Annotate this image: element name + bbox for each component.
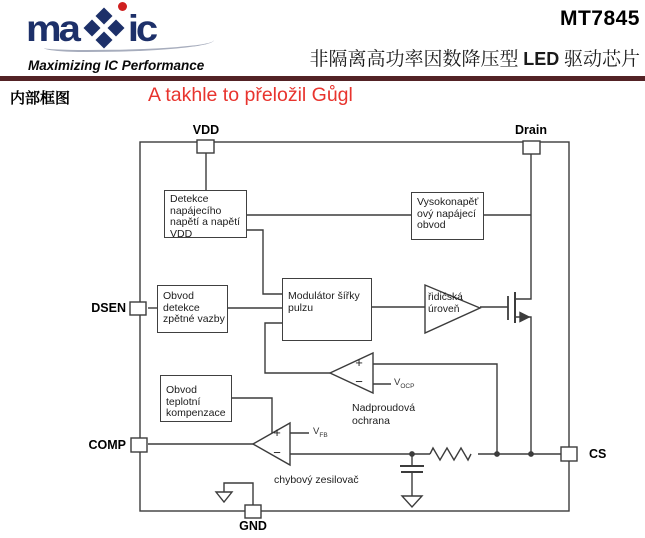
block-line: Vysokonapěť [417, 196, 479, 208]
pin-label-cs: CS [589, 447, 607, 461]
logo-tagline: Maximizing IC Performance [28, 58, 205, 73]
ground-symbol [216, 483, 253, 505]
vfb-subscript: FB [319, 431, 328, 439]
block-line: pulzu [288, 301, 314, 314]
block-line: ový napájecí [417, 207, 476, 220]
ocp-minus-sign: − [355, 374, 363, 389]
cs-pad [561, 447, 577, 461]
ocp-caption-line: ochrana [352, 415, 390, 427]
block-pwm [282, 278, 372, 341]
vocp-label [394, 377, 414, 390]
translator-note: A takhle to přeložil Gůgl [148, 84, 353, 106]
pin-label-dsen: DSEN [91, 301, 126, 315]
section-title: 内部框图 [10, 90, 71, 107]
capacitor [400, 454, 424, 507]
comp-pad [131, 438, 147, 452]
block-line: Obvod [163, 290, 194, 302]
pin-label-gnd: GND [239, 519, 267, 533]
block-line: napětí a napětí [170, 216, 241, 228]
vfb-label [313, 426, 328, 439]
block-line: kompenzace [166, 407, 226, 419]
block-line: Detekce [170, 193, 209, 205]
block-line: zpětné vazby [163, 313, 225, 325]
vocp-symbol: V [394, 377, 401, 388]
logo-text-ma: ma [26, 8, 78, 50]
block-line: obvod [417, 219, 446, 231]
mosfet-source-arrow [520, 313, 529, 322]
driver-line: řidičská [428, 292, 463, 303]
subtitle-prefix: 非隔离高功率因数降压型 [309, 49, 524, 70]
ocp-plus-sign: + [355, 355, 363, 370]
pin-label-drain: Drain [515, 123, 547, 137]
ocp-caption [352, 402, 415, 428]
block-feedback-detect [157, 285, 228, 333]
ea-minus-sign: − [273, 445, 281, 460]
block-line: Obvod teplotní [166, 384, 201, 408]
gnd-pad [245, 505, 261, 518]
ocp-comparator-triangle [330, 353, 373, 393]
drain-pad [523, 141, 540, 154]
block-line: napájecího [170, 204, 222, 217]
pin-label-comp: COMP [88, 438, 126, 452]
resistor [430, 448, 471, 460]
ea-plus-sign: + [273, 425, 281, 440]
driver-label [428, 292, 482, 316]
logo-text-ic: ic [127, 8, 156, 50]
error-amp-caption: chybový zesilovač [274, 474, 359, 486]
block-line: VDD [170, 227, 193, 240]
block-line: Modulátor šířky [288, 290, 360, 302]
vocp-subscript: OCP [400, 382, 415, 390]
vdd-pad [197, 140, 214, 153]
dsen-pad [130, 302, 146, 315]
block-thermal-comp [160, 375, 232, 422]
vfb-symbol: V [313, 426, 320, 437]
subtitle-suffix: 驱动芯片 [559, 49, 640, 70]
mosfet-source-wire [515, 317, 531, 454]
subtitle-led: LED [523, 49, 560, 69]
driver-line: úroveň [428, 304, 460, 315]
block-line: detekce [163, 301, 200, 314]
pin-label-vdd: VDD [192, 123, 220, 137]
block-hv-supply [411, 192, 484, 240]
part-number: MT7845 [559, 7, 640, 30]
block-supply-detect [164, 190, 247, 238]
ocp-caption-line: Nadproudová [352, 402, 416, 414]
